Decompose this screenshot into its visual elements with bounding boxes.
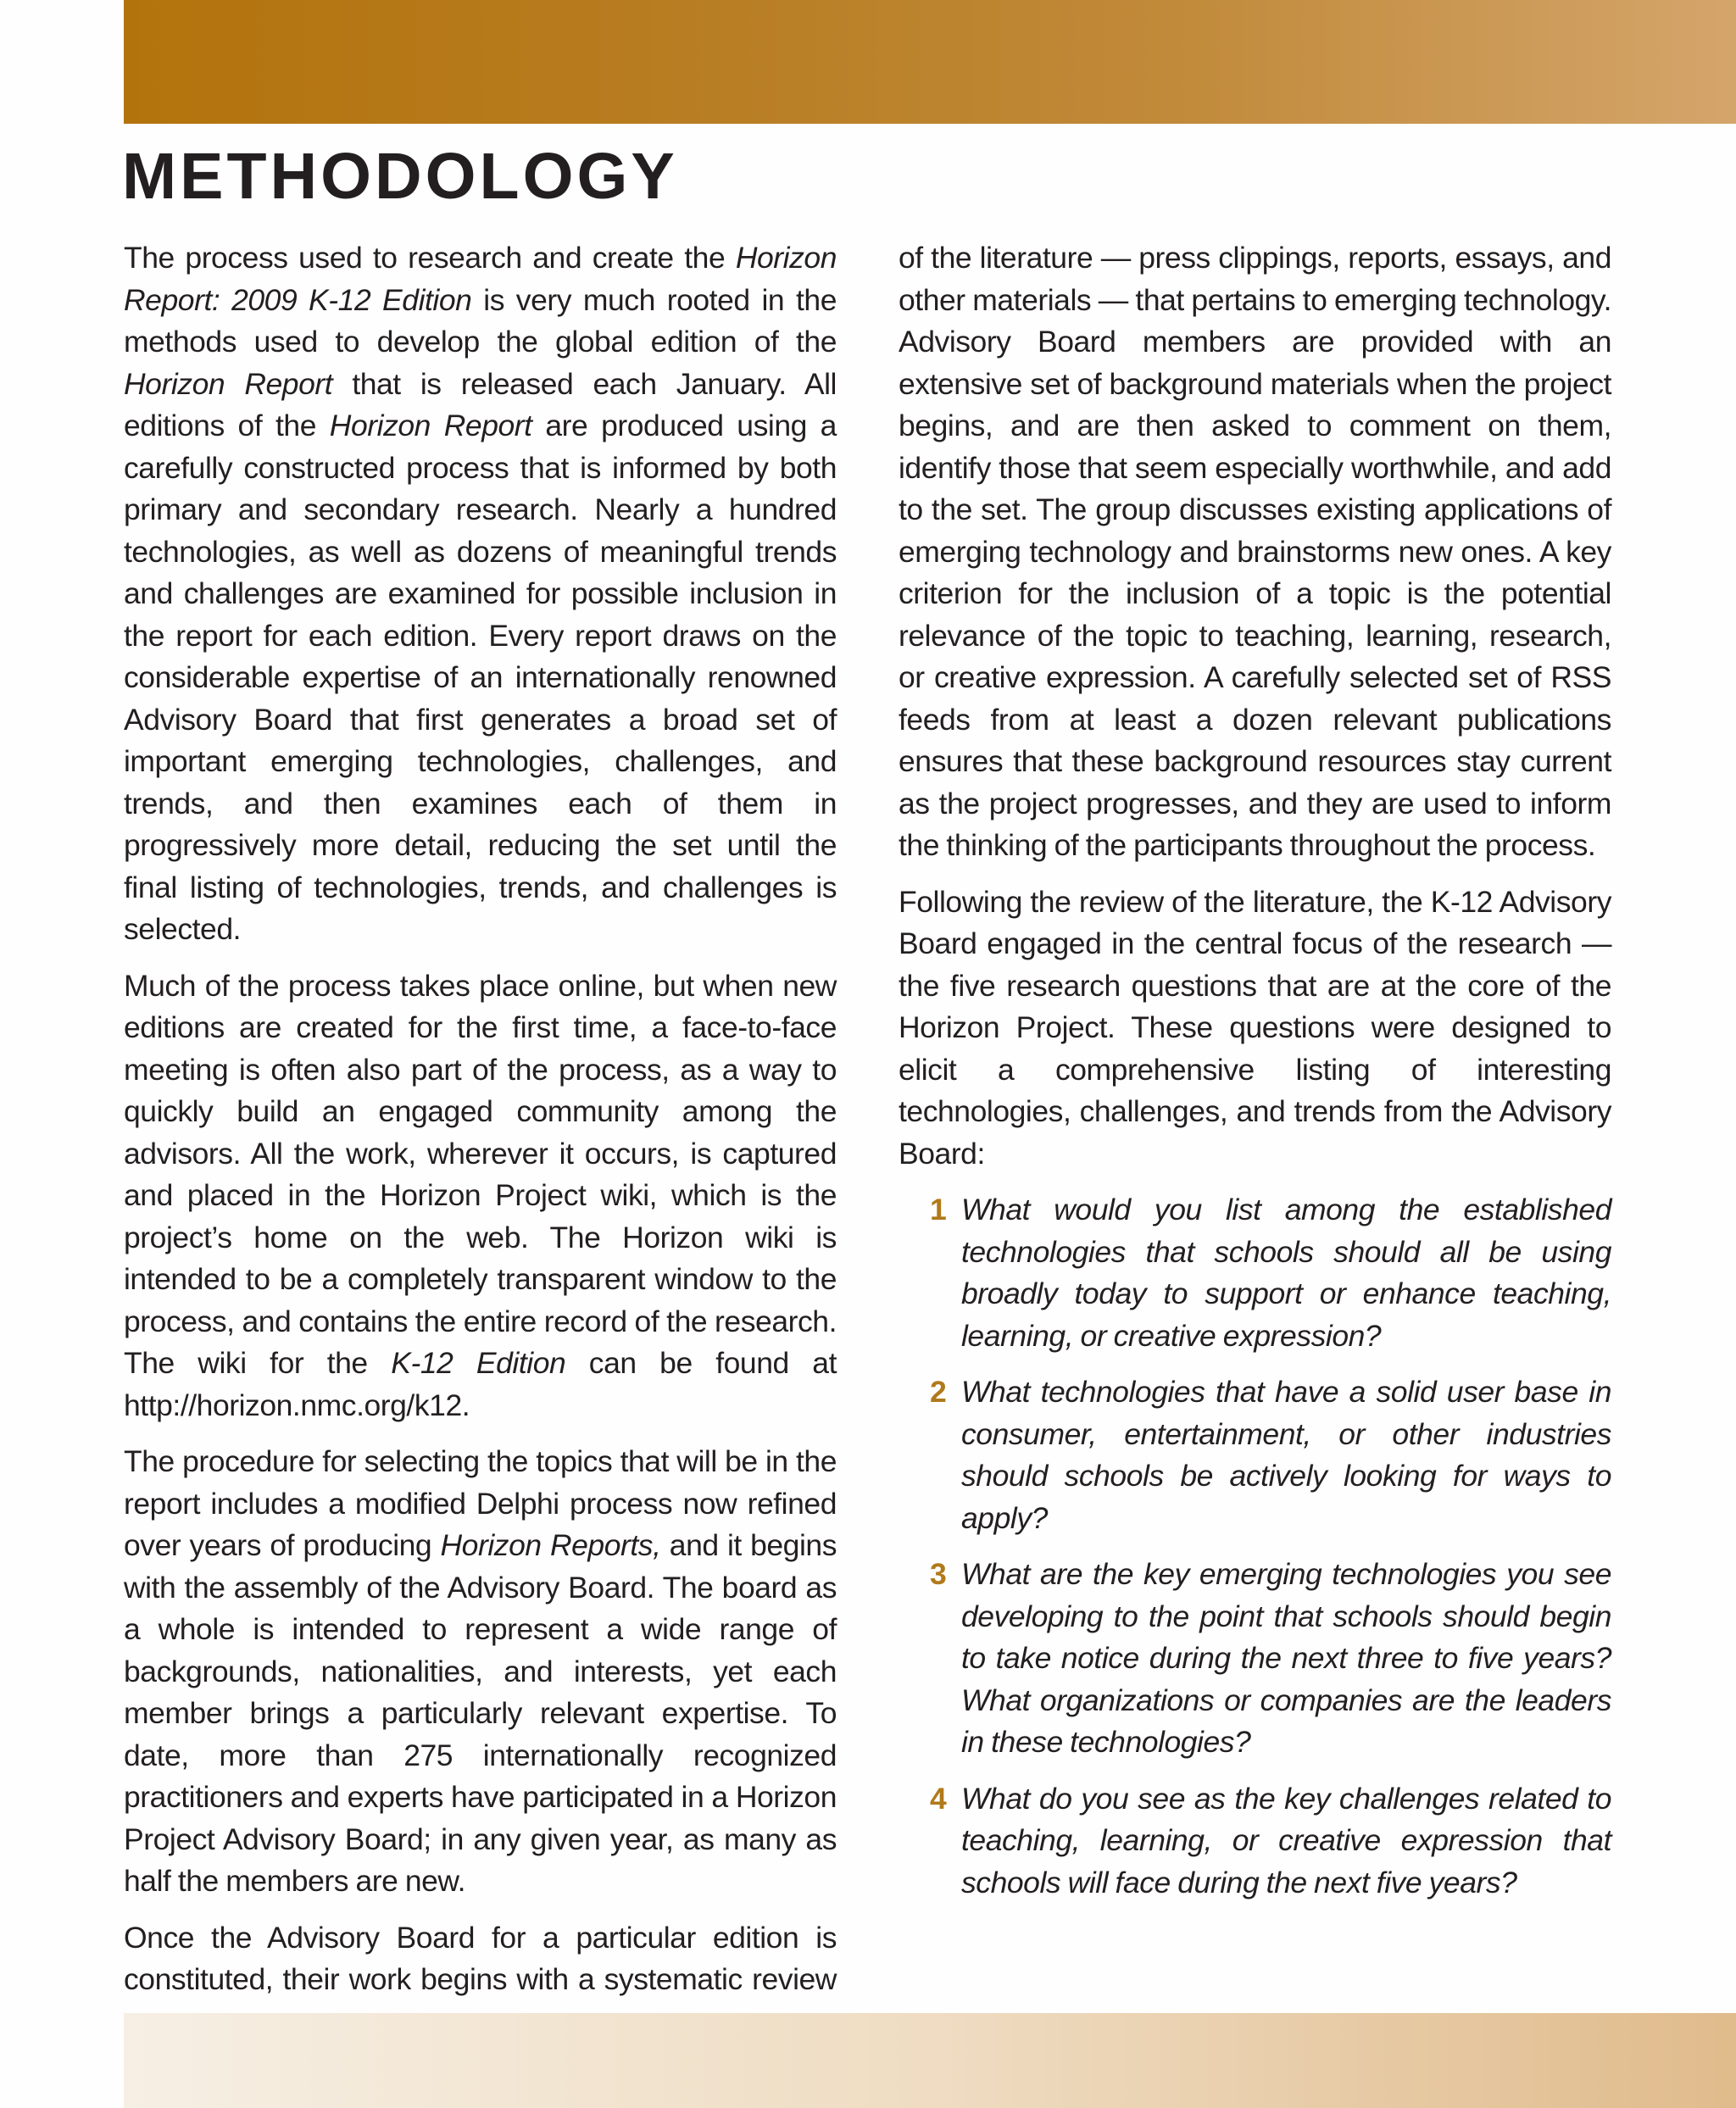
text: Much of the process takes place online, but when new editions are created for the first time, a face-to-face meeting is often also part of the process, as a way to quickly build an engaged community among the advisors. All the work, wherever it occurs, is captured and placed in the Horizon Project wiki, which is the project’s home on the web. The Horizon wiki is intended to be a completely transparent window to the process, and contains the entire record of the research. The wiki for the	[124, 968, 837, 1380]
question-number: 1	[930, 1193, 947, 1226]
italic-text: Horizon Report: 2009 K-12 Edition	[124, 241, 837, 317]
italic-text: K-12 Edition	[391, 1346, 566, 1380]
text: that is released each January. All editions of the	[124, 366, 837, 442]
right-column	[899, 237, 1611, 1918]
paragraph-online	[124, 965, 837, 1427]
header-color-bar	[124, 0, 1736, 124]
footer-color-band	[124, 2013, 1736, 2108]
question-text: What are the key emerging technologies you see developing to the point that schools should begin to take notice during the next three to five years? What organizations or companies are the leaders in these technologies?	[961, 1557, 1611, 1759]
text: and it begins with the assembly of the Advisory Board. The board as a whole is intended to represent a wide range of backgrounds, nationalities, and interests, yet each member brings a particularly relevant expertise. To date, more than 275 internationally recognized practitioners and experts have participated in a Horizon Project Advisory Board; in any given year, as many as half the members are new.	[124, 1528, 837, 1898]
question-text: What would you list among the established technologies that schools should all be using broadly today to support or enhance teaching, learning, or creative expression?	[961, 1193, 1611, 1353]
question-item	[899, 1554, 1611, 1764]
question-number: 3	[930, 1557, 947, 1591]
paragraph-following: Following the review of the literature, the K-12 Advisory Board engaged in the central focus of the research — the five research questions that are at the core of the Horizon Project. These questions were designed to elicit a comprehensive listing of interesting technologies, challenges, and trends from the Advisory Board:	[899, 884, 1611, 1171]
page-title: METHODOLOGY	[122, 140, 678, 213]
paragraph-procedure	[124, 1441, 837, 1903]
paragraph-advisory-board: Once the Advisory Board for a particular edition is constituted, their work begins with a systematic review	[124, 1920, 837, 1996]
paragraph-process	[124, 237, 837, 951]
question-item	[899, 1189, 1611, 1357]
text: The process used to research and create the	[124, 241, 736, 275]
text: can be found at http://horizon.nmc.org/k12.	[124, 1346, 837, 1422]
text: is very much rooted in the methods used to develop the global edition of the	[124, 282, 837, 359]
italic-text: Horizon Report	[124, 366, 333, 401]
italic-text: Horizon Reports,	[440, 1528, 661, 1562]
left-column	[124, 237, 837, 2016]
question-number: 2	[930, 1375, 947, 1409]
text: are produced using a carefully constructed process that is informed by both primary and secondary research. Nearly a hundred technologies, as well as dozens of meaningful trends and challenges are examined for possible inclusion in the report for each edition. Every report draws on the considerable expertise of an internationally renowned Advisory Board that first generates a broad set of important emerging technologies, challenges, and trends, and then examines each of them in progressively more detail, reducing the set until the final listing of technologies, trends, and challenges is selected.	[124, 409, 837, 946]
text: The procedure for selecting the topics that will be in the report includes a modified Delphi process now refined over years of producing	[124, 1444, 837, 1562]
question-item	[899, 1371, 1611, 1539]
italic-text: Horizon Report	[329, 409, 532, 442]
paragraph-literature: of the literature — press clippings, reports, essays, and other materials — that pertains to emerging technology. Advisory Board members are provided with an extensive set of background materials when the project begins, and are then asked to comment on them, identify those that seem especially worthwhile, and add to the set. The group discusses existing applications of emerging technology and brainstorms new ones. A key criterion for the inclusion of a topic is the potential relevance of the topic to teaching, learning, research, or creative expression. A carefully selected set of RSS feeds from at least a dozen relevant publications ensures that these background resources stay current as the project progresses, and they are used to inform the thinking of the participants throughout the process.	[899, 241, 1611, 862]
question-text: What technologies that have a solid user base in consumer, entertainment, or other industries should schools be actively looking for ways to apply?	[961, 1375, 1611, 1535]
question-text: What do you see as the key challenges related to teaching, learning, or creative expression that schools will face during the next five years?	[961, 1781, 1611, 1899]
question-item	[899, 1778, 1611, 1905]
question-number: 4	[930, 1781, 947, 1816]
